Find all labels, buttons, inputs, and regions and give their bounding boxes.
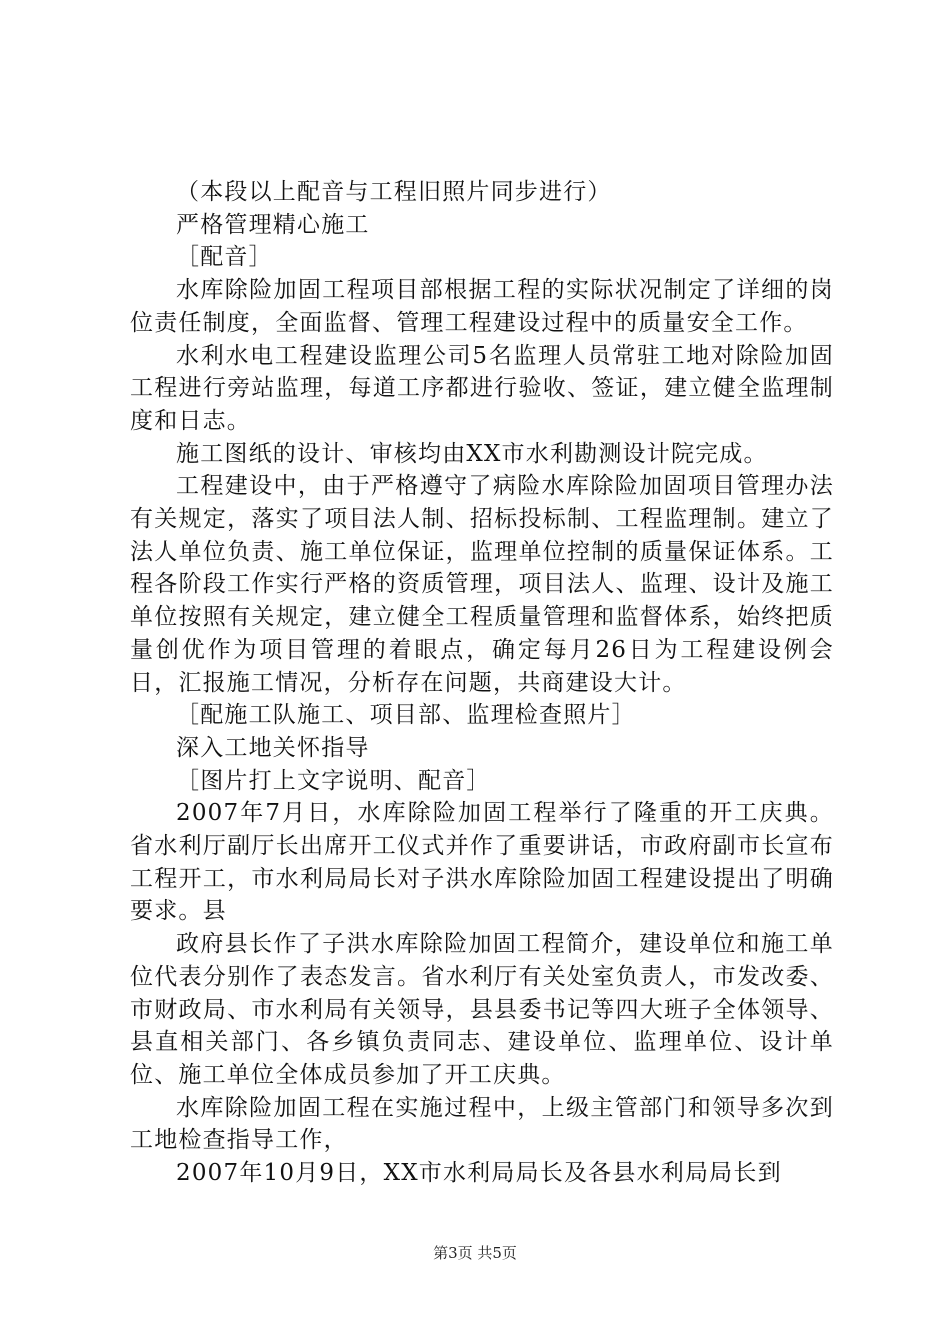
paragraph-caption-note: ［图片打上文字说明、配音］ <box>176 767 491 794</box>
paragraph-voiceover-tag: ［配音］ <box>176 244 273 271</box>
paragraph-audio-note: （本段以上配音与工程旧照片同步进行） <box>176 179 612 205</box>
paragraph-photo-note: ［配施工队施工、项目部、监理检查照片］ <box>176 702 636 729</box>
paragraph-design-review: 施工图纸的设计、审核均由XX市水利勘测设计院完成。 <box>176 440 768 467</box>
paragraph-groundbreaking: 2007年7月日，水库除险加固工程举行了隆重的开工庆典。省水利厅副厅长出席开工仪式并作了重要讲话，市政府副市长宣布工程开工，市水利局局长对子洪水库除险加固工程建设提出了明确要求。县 <box>130 800 834 925</box>
paragraph-inspections: 水库除险加固工程在实施过程中，上级主管部门和领导多次到工地检查指导工作， <box>130 1094 834 1154</box>
paragraph-construction-management: 工程建设中，由于严格遵守了病险水库除险加固项目管理办法有关规定，落实了项目法人制、招标投标制、工程监理制。建立了法人单位负责、施工单位保证，监理单位控制的质量保证体系。工程各阶段工作实行严格的资质管理，项目法人、监理、设计及施工单位按照有关规定，建立健全工程质量管理和监督体系，始终把质量创优作为项目管理的着眼点，确定每月26日为工程建设例会日，汇报施工情况，分析存在问题，共商建设大计。 <box>130 473 834 696</box>
paragraph-supervision-company: 水利水电工程建设监理公司5名监理人员常驻工地对除险加固工程进行旁站监理，每道工序都进行验收、签证，建立健全监理制度和日志。 <box>130 342 834 434</box>
page-number-footer: 第3页 共5页 <box>433 1244 517 1262</box>
section-heading-strict-management: 严格管理精心施工 <box>176 211 370 238</box>
section-heading-site-guidance: 深入工地关怀指导 <box>176 734 370 761</box>
document-body <box>130 176 834 1190</box>
paragraph-county-briefing: 政府县长作了子洪水库除险加固工程简介，建设单位和施工单位代表分别作了表态发言。省水利厅有关处室负责人，市发改委、市财政局、市水利局有关领导，县县委书记等四大班子全体领导、县直相关部门、各乡镇负责同志、建设单位、监理单位、设计单位、施工单位全体成员参加了开工庆典。 <box>130 931 834 1088</box>
paragraph-project-department: 水库除险加固工程项目部根据工程的实际状况制定了详细的岗位责任制度，全面监督、管理工程建设过程中的质量安全工作。 <box>130 277 834 336</box>
paragraph-october-visit: 2007年10月9日，XX市水利局局长及各县水利局局长到 <box>176 1160 782 1187</box>
